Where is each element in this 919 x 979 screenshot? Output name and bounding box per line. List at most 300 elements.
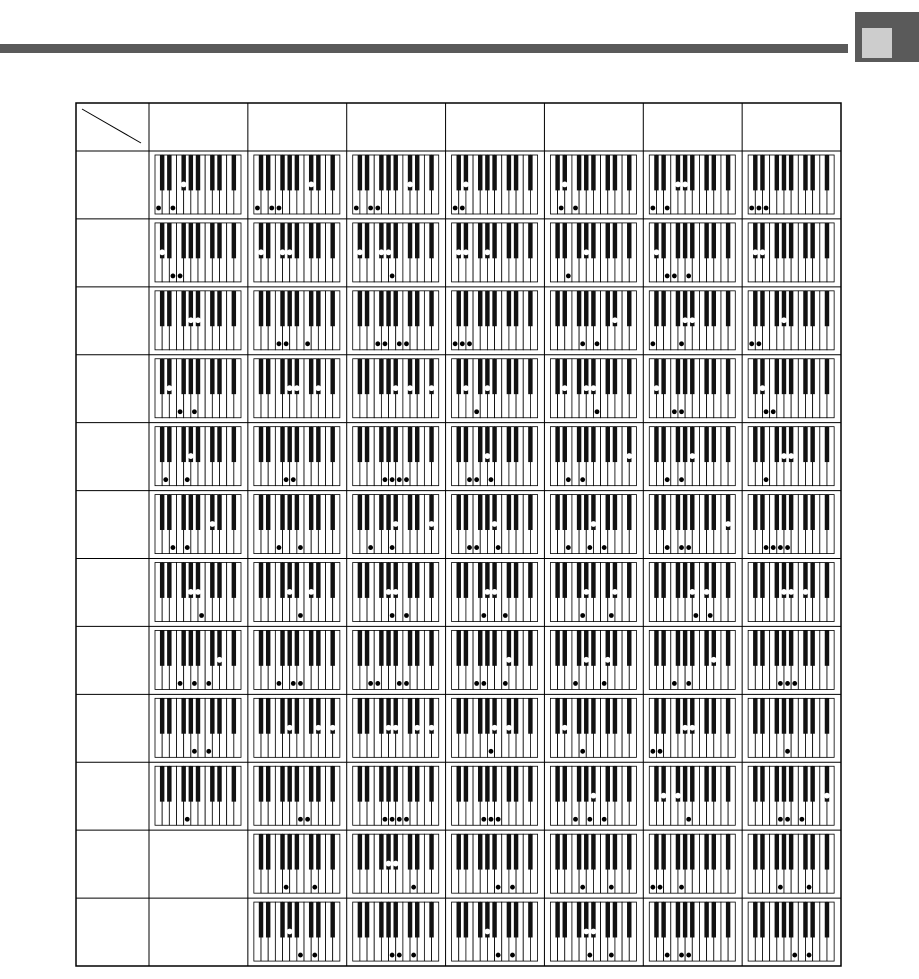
chord-keyboard [452,223,538,282]
black-key [676,834,680,869]
black-key [789,359,793,394]
chord-keyboard [550,834,636,893]
chord-keyboard [155,427,241,486]
black-key [528,495,532,530]
black-key [259,495,263,530]
black-key [514,291,518,326]
white-key-dot [185,817,190,822]
black-key [775,495,779,530]
chord-keyboard [155,291,241,350]
black-key [584,427,588,462]
black-key [478,698,482,733]
white-key-dot [206,749,211,754]
black-key [492,223,496,258]
black-key [563,766,567,801]
black-key [393,766,397,801]
chord-keyboard [748,155,834,214]
black-key [753,359,757,394]
black-key [690,766,694,801]
black-key-dot [316,386,321,391]
black-key [825,359,829,394]
black-key [408,563,412,598]
chord-keyboard [550,563,636,622]
black-key [810,155,814,190]
black-key [654,630,658,665]
white-key-dot [390,613,395,618]
black-key [457,902,461,937]
white-key-dot [503,681,508,686]
black-key [309,766,313,801]
black-key [712,291,716,326]
white-key-dot [397,817,402,822]
white-key-dot [156,206,161,211]
black-key [810,630,814,665]
black-key [683,223,687,258]
chord-keyboard [254,427,340,486]
black-key [514,563,518,598]
black-key [415,766,419,801]
black-key [232,223,236,258]
black-key [789,495,793,530]
black-key-dot [294,386,299,391]
white-key-dot [595,341,600,346]
white-key-dot [192,749,197,754]
white-key-dot [665,274,670,279]
black-key [330,563,334,598]
black-key [654,427,658,462]
black-key [379,495,383,530]
white-key-dot [178,681,183,686]
black-key [259,766,263,801]
white-key-dot [580,885,585,890]
white-key-dot [566,477,571,482]
black-key [232,766,236,801]
black-key [280,359,284,394]
chord-keyboard [748,427,834,486]
white-key-dot [650,749,655,754]
black-key [457,834,461,869]
chord-keyboard [550,427,636,486]
black-key [753,698,757,733]
white-key-dot [284,477,289,482]
black-key [464,766,468,801]
black-key [528,902,532,937]
black-key [429,155,433,190]
black-key [189,155,193,190]
chord-keyboard [155,630,241,689]
black-key-dot [429,386,434,391]
black-key [825,834,829,869]
white-key-dot [778,885,783,890]
black-key [555,698,559,733]
black-key-dot [181,182,186,187]
chord-keyboard [452,766,538,825]
black-key-dot [287,250,292,255]
white-key-dot [672,409,677,414]
black-key [259,834,263,869]
white-key-dot [404,341,409,346]
black-key [803,155,807,190]
white-key-dot [764,206,769,211]
black-key [810,359,814,394]
black-key [775,359,779,394]
white-key-dot [665,953,670,958]
black-key [485,630,489,665]
white-key-dot [609,885,614,890]
black-key-dot [429,522,434,527]
black-key-dot [280,250,285,255]
black-key-dot [217,657,222,662]
black-key [485,698,489,733]
black-key [386,766,390,801]
black-key [330,630,334,665]
black-key [478,902,482,937]
black-key [726,427,730,462]
black-key [287,630,291,665]
white-key-dot [390,477,395,482]
black-key [266,495,270,530]
black-key-dot [584,386,589,391]
white-key-dot [481,817,486,822]
white-key-dot [679,409,684,414]
black-key [181,630,185,665]
chord-keyboard [550,902,636,961]
black-key [386,359,390,394]
black-key [782,698,786,733]
black-key [760,766,764,801]
black-key [555,563,559,598]
black-key [704,766,708,801]
black-key [429,834,433,869]
black-key [825,427,829,462]
white-key-dot [496,817,501,822]
black-key [810,766,814,801]
black-key [217,766,221,801]
black-key [295,766,299,801]
chord-keyboard [452,902,538,961]
black-key [683,495,687,530]
black-key [478,291,482,326]
chord-keyboard [550,495,636,554]
white-key-dot [799,817,804,822]
black-key [726,834,730,869]
chord-keyboard [353,902,439,961]
black-key [507,291,511,326]
black-key [760,834,764,869]
black-key [196,223,200,258]
black-key [760,630,764,665]
white-key-dot [686,681,691,686]
black-key [606,766,610,801]
black-key [676,359,680,394]
black-key [528,834,532,869]
black-key [365,834,369,869]
black-key [753,427,757,462]
black-key [287,834,291,869]
black-key [232,155,236,190]
chord-keyboard [353,834,439,893]
chord-keyboard [254,630,340,689]
white-key-dot [756,341,761,346]
black-key [803,766,807,801]
white-key-dot [171,274,176,279]
black-key [358,834,362,869]
black-key [393,427,397,462]
black-key [810,563,814,598]
black-key [210,359,214,394]
black-key-dot [825,793,830,798]
white-key-dot [312,885,317,890]
black-key-dot [464,386,469,391]
black-key [408,223,412,258]
black-key [266,698,270,733]
black-key-dot [393,725,398,730]
white-key-dot [474,409,479,414]
black-key [782,155,786,190]
black-key [704,427,708,462]
black-key [259,291,263,326]
black-key [287,427,291,462]
black-key [259,563,263,598]
black-key [386,427,390,462]
black-key [457,155,461,190]
black-key [492,902,496,937]
white-key-dot [764,409,769,414]
black-key [379,291,383,326]
white-key-dot [375,206,380,211]
black-key [160,495,164,530]
black-key [210,427,214,462]
white-key-dot [199,613,204,618]
black-key [167,223,171,258]
black-key [232,495,236,530]
chord-keyboard [452,563,538,622]
chord-keyboard [748,495,834,554]
black-key [753,563,757,598]
black-key [280,698,284,733]
black-key [408,427,412,462]
chord-keyboard [353,427,439,486]
chord-keyboard [649,291,735,350]
chord-keyboard [649,766,735,825]
chord-keyboard [649,630,735,689]
black-key [507,359,511,394]
black-key [485,495,489,530]
chord-keyboard [748,630,834,689]
chord-keyboard [254,155,340,214]
black-key [408,902,412,937]
black-key-dot [789,590,794,595]
black-key [330,902,334,937]
black-key [683,902,687,937]
black-key-dot [160,250,165,255]
chord-keyboard [748,291,834,350]
black-key [330,834,334,869]
black-key [160,563,164,598]
black-key [181,766,185,801]
black-key [789,291,793,326]
white-key-dot [672,681,677,686]
white-key-dot [510,885,515,890]
black-key-dot [386,725,391,730]
black-key [464,427,468,462]
black-key-dot [357,250,362,255]
chord-keyboard [748,223,834,282]
white-key-dot [785,749,790,754]
black-key [287,291,291,326]
black-key [478,495,482,530]
black-key [606,291,610,326]
black-key [704,630,708,665]
black-key [181,291,185,326]
black-key [280,155,284,190]
black-key [704,698,708,733]
black-key [584,698,588,733]
black-key [627,563,631,598]
black-key [528,563,532,598]
black-key-dot [485,929,490,934]
black-key-dot [726,522,731,527]
black-key [627,698,631,733]
black-key [309,834,313,869]
black-key [266,155,270,190]
black-key-dot [188,454,193,459]
black-key-dot [287,929,292,934]
black-key [259,427,263,462]
black-key [358,155,362,190]
black-key-dot [584,929,589,934]
black-key [457,630,461,665]
black-key [563,495,567,530]
black-key [782,495,786,530]
black-key [803,698,807,733]
black-key [606,155,610,190]
black-key [528,155,532,190]
white-key-dot [807,885,812,890]
black-key [492,359,496,394]
black-key [726,291,730,326]
black-key [309,698,313,733]
black-key [514,359,518,394]
black-key [613,155,617,190]
white-key-dot [481,681,486,686]
black-key [753,630,757,665]
black-key [760,495,764,530]
black-key [690,630,694,665]
white-key-dot [679,885,684,890]
black-key [415,495,419,530]
black-key-dot [464,182,469,187]
black-key [577,291,581,326]
black-key [167,155,171,190]
black-key [577,563,581,598]
white-key-dot [489,477,494,482]
black-key [514,834,518,869]
black-key [775,223,779,258]
black-key [563,902,567,937]
black-key [365,427,369,462]
black-key-dot [429,725,434,730]
white-key-dot [390,817,395,822]
black-key [606,563,610,598]
black-key [189,630,193,665]
black-key [606,834,610,869]
black-key [358,698,362,733]
black-key-dot [654,250,659,255]
black-key [210,563,214,598]
black-key [627,766,631,801]
black-key [167,698,171,733]
white-key-dot [679,953,684,958]
white-key-dot [375,681,380,686]
white-key-dot [771,409,776,414]
white-key-dot [185,545,190,550]
black-key [266,563,270,598]
white-key-dot [587,545,592,550]
black-key [782,766,786,801]
black-key [803,359,807,394]
black-key [789,698,793,733]
black-key [627,223,631,258]
chord-keyboard [254,698,340,757]
black-key [485,155,489,190]
black-key [577,155,581,190]
black-key [316,155,320,190]
white-key-dot [298,613,303,618]
black-key-dot [683,318,688,323]
black-key [726,766,730,801]
chord-keyboard [353,155,439,214]
white-key-dot [368,681,373,686]
black-key [577,630,581,665]
black-key [379,698,383,733]
black-key [393,630,397,665]
black-key [654,698,658,733]
black-key [492,427,496,462]
black-key [661,630,665,665]
black-key [606,698,610,733]
white-key-dot [397,953,402,958]
black-key [393,223,397,258]
black-key [457,766,461,801]
white-key-dot [171,545,176,550]
black-key [591,698,595,733]
black-key [160,155,164,190]
black-key [358,291,362,326]
black-key [514,155,518,190]
white-key-dot [460,341,465,346]
black-key [492,630,496,665]
black-key [408,834,412,869]
white-key-dot [298,545,303,550]
chord-keyboard [254,766,340,825]
black-key [167,563,171,598]
black-key-dot [782,318,787,323]
black-key [507,155,511,190]
black-key-dot [562,386,567,391]
chord-keyboard [550,766,636,825]
white-key-dot [672,274,677,279]
black-key [690,359,694,394]
black-key [210,766,214,801]
black-key [712,495,716,530]
black-key [232,427,236,462]
white-key-dot [453,341,458,346]
black-key [309,630,313,665]
chord-keyboard [452,427,538,486]
black-key [704,223,708,258]
black-key [803,902,807,937]
